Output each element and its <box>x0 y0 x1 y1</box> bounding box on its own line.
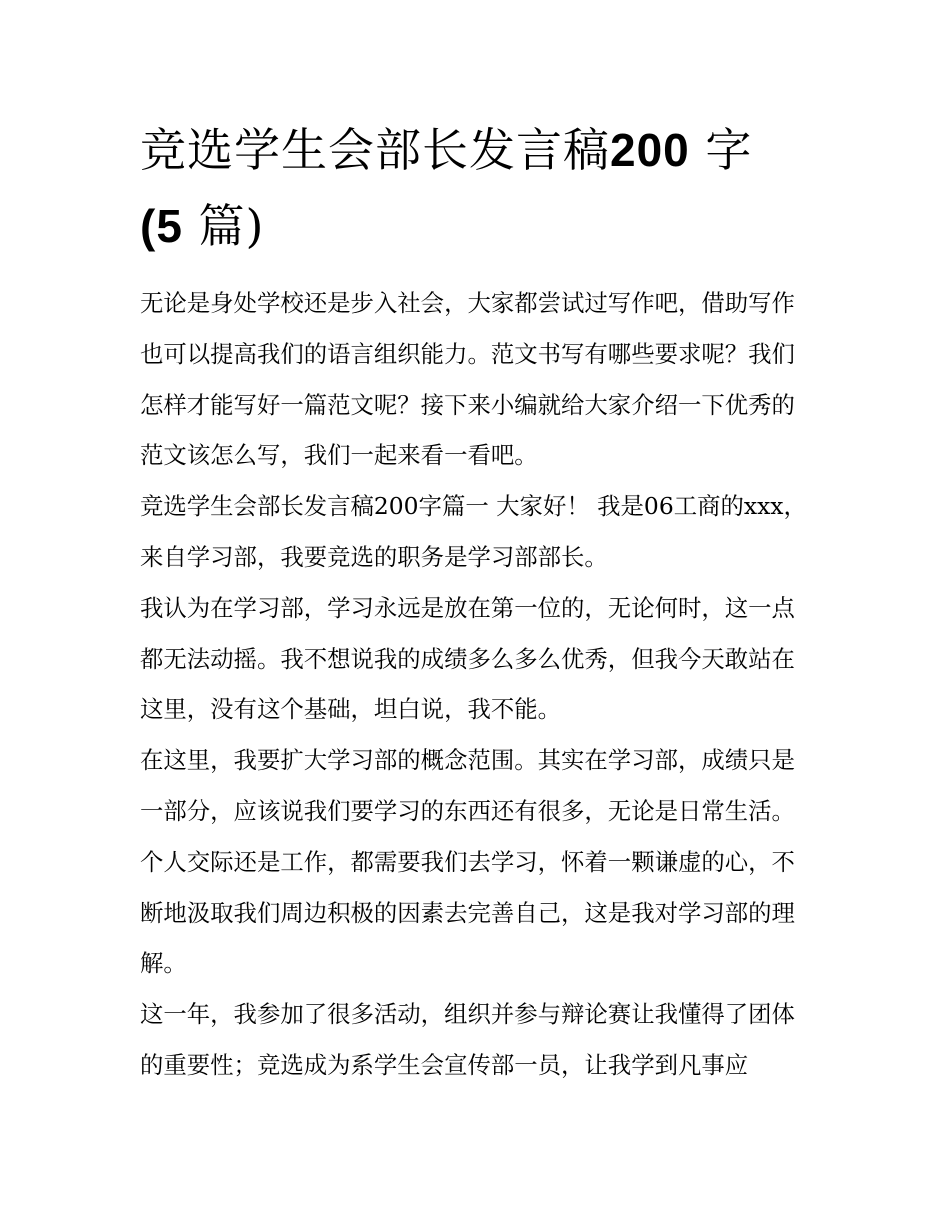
body-paragraph: 在这里，我要扩大学习部的概念范围。其实在学习部，成绩只是一部分，应该说我们要学习的东西还有很多，无论是日常生活。个人交际还是工作，都需要我们去学习，怀着一颗谦虚的心，不断地汲取我们周边积极的因素去完善自己，这是我对学习部的理解。 <box>140 746 795 978</box>
document-body <box>140 278 812 1091</box>
title-unit: 字 <box>689 123 753 177</box>
intro-paragraph: 无论是身处学校还是步入社会，大家都尝试过写作吧，借助写作也可以提高我们的语言组织能力。范文书写有哪些要求呢？我们怎样才能写好一篇范文呢？接下来小编就给大家介绍一下优秀的范文该怎么写，我们一起来看一看吧。 <box>140 289 795 470</box>
body-paragraph: 我认为在学习部，学习永远是放在第一位的，无论何时，这一点都无法动摇。我不想说我的成绩多么多么优秀，但我今天敢站在这里，没有这个基础，坦白说，我不能。 <box>140 593 795 724</box>
title-number: 200 <box>610 124 690 176</box>
title-count: (5 <box>140 200 183 252</box>
document-title <box>140 112 820 264</box>
body-paragraph: 竞选学生会部长发言稿200字篇一 大家好！ 我是06工商的xxx，来自学习部，我要竞选的职务是学习部部长。 <box>140 492 807 571</box>
title-count-unit: 篇) <box>182 199 265 253</box>
body-paragraph: 这一年，我参加了很多活动，组织并参与辩论赛让我懂得了团体的重要性；竞选成为系学生会宣传部一员，让我学到凡事应 <box>140 1000 795 1079</box>
title-text: 竞选学生会部长发言稿 <box>140 123 610 177</box>
